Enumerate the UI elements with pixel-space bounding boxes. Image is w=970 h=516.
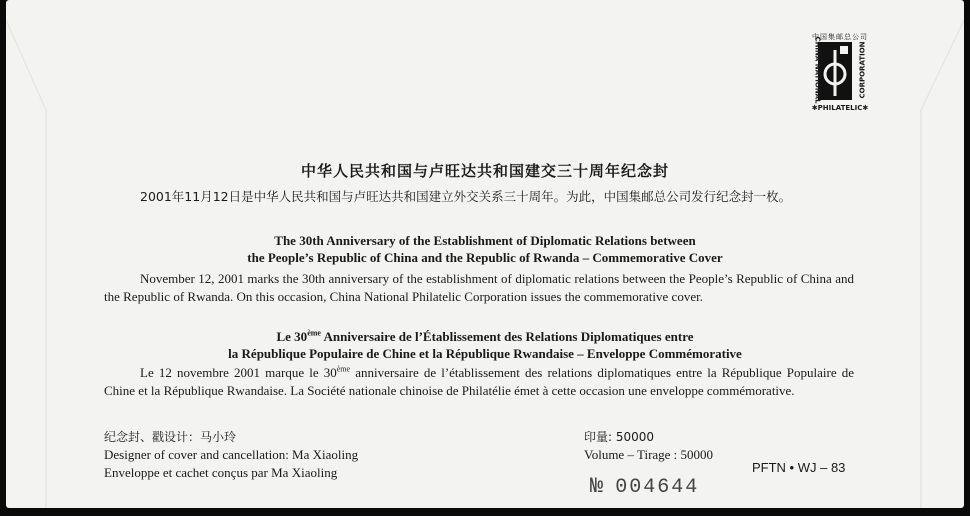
chinese-title: 中华人民共和国与卢旺达共和国建交三十周年纪念封 (300, 162, 669, 180)
phi-emblem-icon (818, 42, 852, 100)
serial-label: № (590, 474, 606, 499)
logo-star-icon: ✱ (811, 104, 818, 112)
logo-chinese-name: 中国集邮总公司 (812, 33, 868, 41)
logo-emblem-box (818, 42, 852, 100)
print-volume: 印量: 50000 Volume – Tirage : 50000 (584, 430, 714, 462)
logo-bottom-text: ✱PHILATELIC✱ (811, 104, 869, 112)
pftn-code: PFTN • WJ – 83 (752, 460, 846, 475)
french-title: Le 30ème Anniversaire de l’Établissement des Relations Diplomatiques entre la République Populaire de Chine et la République Rwandaise – Enveloppe Commémorative (228, 328, 742, 361)
cnpc-logo (806, 32, 874, 122)
english-body: November 12, 2001 marks the 30th anniversary of the establishment of diplomatic relations between the People’s Republic of China and the Republic of Rwanda. On this occasion, China National Philatelic Corporation issues the commemorative cover. (104, 271, 854, 304)
english-title: The 30th Anniversary of the Establishment of Diplomatic Relations between the People’s Republic of China and the Republic of Rwanda – Commemorative Cover (247, 233, 723, 265)
logo-star-icon: ✱ (862, 104, 869, 112)
logo-side-left-text: CHINA NATIONAL (813, 36, 822, 104)
designer-credit: 纪念封、戳设计：马小玲 Designer of cover and cancellation: Ma Xiaoling Enveloppe et cachet conçus par Ma Xiaoling (104, 430, 359, 480)
serial-value: 004644 (615, 476, 700, 499)
french-body: Le 12 novembre 2001 marque le 30ème anniversaire de l’établissement des relations diplomatiques entre la République Populaire de Chine et la République Rwandaise. La Société nationale chinoise de Philatélie émet à cette occasion une enveloppe commémorative. (104, 364, 854, 398)
envelope-back (6, 0, 964, 508)
chinese-body: 2001年11月12日是中华人民共和国与卢旺达共和国建立外交关系三十周年。为此，中国集邮总公司发行纪念封一枚。 (140, 189, 792, 204)
logo-side-right-text: CORPORATION (858, 41, 867, 99)
serial-number (590, 474, 699, 499)
